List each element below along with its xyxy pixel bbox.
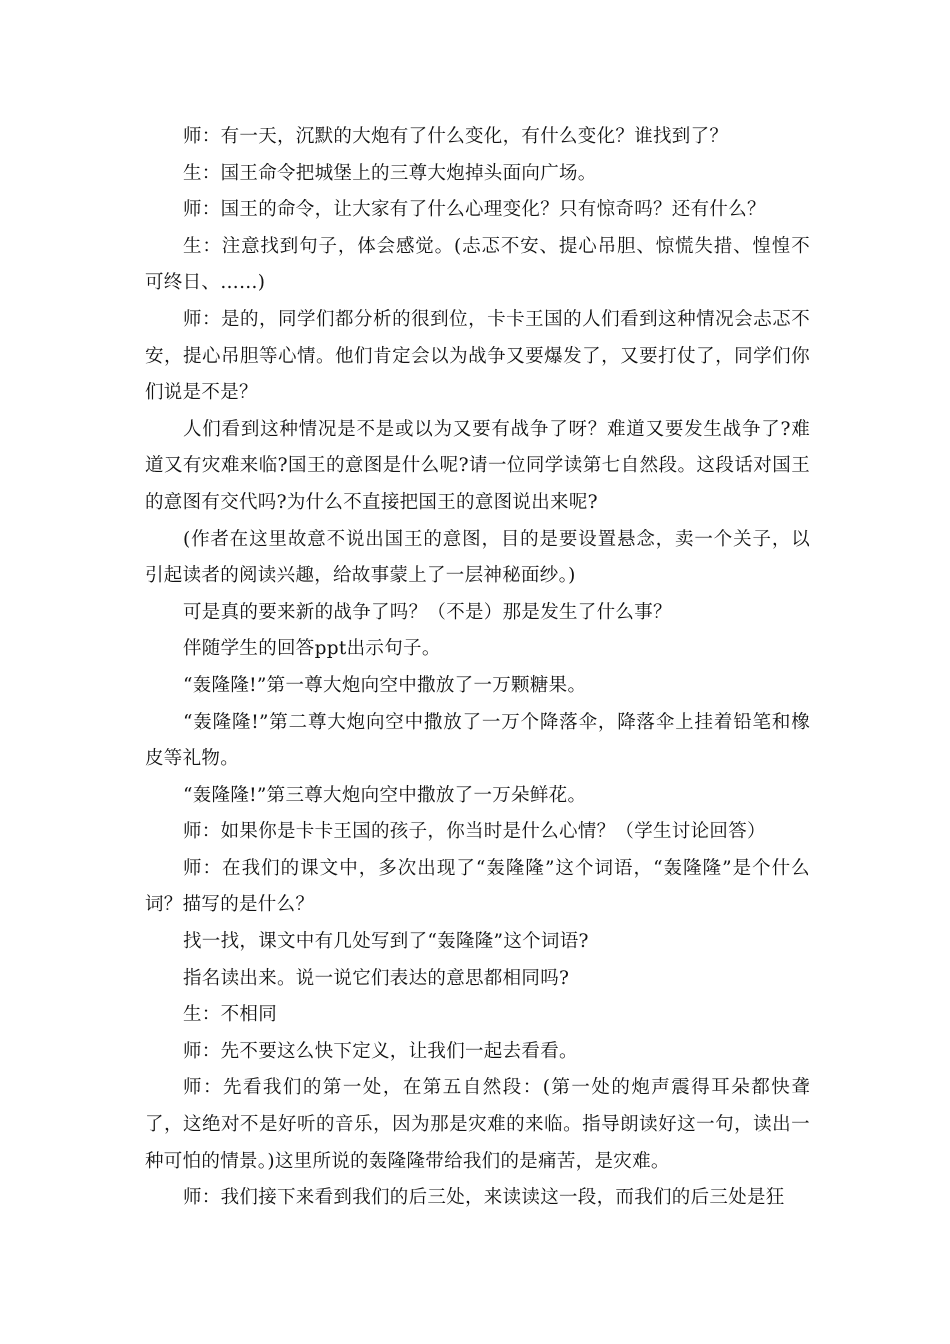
paragraph: 生：注意找到句子，体会感觉。(忐忑不安、提心吊胆、惊慌失措、惶惶不可终日、……) bbox=[145, 235, 810, 294]
paragraph: 可是真的要来新的战争了吗？（不是）那是发生了什么事？ bbox=[183, 601, 672, 623]
paragraph: 生：国王命令把城堡上的三尊大炮掉头面向广场。 bbox=[183, 162, 597, 184]
paragraph: 师：有一天，沉默的大炮有了什么变化，有什么变化？谁找到了？ bbox=[183, 126, 729, 147]
paragraph: 师：先不要这么快下定义，让我们一起去看看。 bbox=[183, 1040, 578, 1062]
paragraph: 师：如果你是卡卡王国的孩子，你当时是什么心情？（学生讨论回答） bbox=[183, 821, 766, 843]
paragraph: “轰隆隆!”第三尊大炮向空中撒放了一万朵鲜花。 bbox=[183, 784, 587, 806]
paragraph: 师：国王的命令，让大家有了什么心理变化？只有惊奇吗？还有什么？ bbox=[183, 199, 766, 221]
paragraph: 师：是的，同学们都分析的很到位，卡卡王国的人们看到这种情况会忐忑不安，提心吊胆等心情。他们肯定会以为战争又要爆发了，又要打仗了，同学们你们说是不是？ bbox=[145, 308, 810, 404]
paragraph: 找一找，课文中有几处写到了“轰隆隆”这个词语? bbox=[183, 931, 589, 953]
paragraph: 生：不相同 bbox=[183, 1004, 278, 1026]
document-body bbox=[145, 119, 810, 1217]
paragraph: “轰隆隆!”第二尊大炮向空中撒放了一万个降落伞，降落伞上挂着铅笔和橡皮等礼物。 bbox=[145, 711, 810, 770]
paragraph: 师：我们接下来看到我们的后三处，来读读这一段，而我们的后三处是狂 bbox=[183, 1187, 785, 1209]
paragraph: 指名读出来。说一说它们表达的意思都相同吗? bbox=[183, 967, 570, 989]
paragraph: 师：在我们的课文中，多次出现了“轰隆隆”这个词语，“轰隆隆”是个什么词？描写的是什么？ bbox=[145, 857, 810, 916]
paragraph: (作者在这里故意不说出国王的意图，目的是要设置悬念，卖一个关子，以引起读者的阅读兴趣，给故事蒙上了一层神秘面纱。) bbox=[145, 528, 810, 587]
paragraph: “轰隆隆!”第一尊大炮向空中撒放了一万颗糖果。 bbox=[183, 674, 587, 696]
paragraph: 师：先看我们的第一处，在第五自然段：(第一处的炮声震得耳朵都快聋了，这绝对不是好听的音乐，因为那是灾难的来临。指导朗读好这一句，读出一种可怕的情景。)这里所说的轰隆隆带给我们的是痛苦，是灾难。 bbox=[145, 1077, 810, 1172]
paragraph: 人们看到这种情况是不是或以为又要有战争了呀？难道又要发生战争了?难道又有灾难来临?国王的意图是什么呢?请一位同学读第七自然段。这段话对国王的意图有交代吗?为什么不直接把国王的意图说出来呢? bbox=[145, 418, 810, 513]
paragraph: 伴随学生的回答ppt出示句子。 bbox=[183, 638, 441, 660]
